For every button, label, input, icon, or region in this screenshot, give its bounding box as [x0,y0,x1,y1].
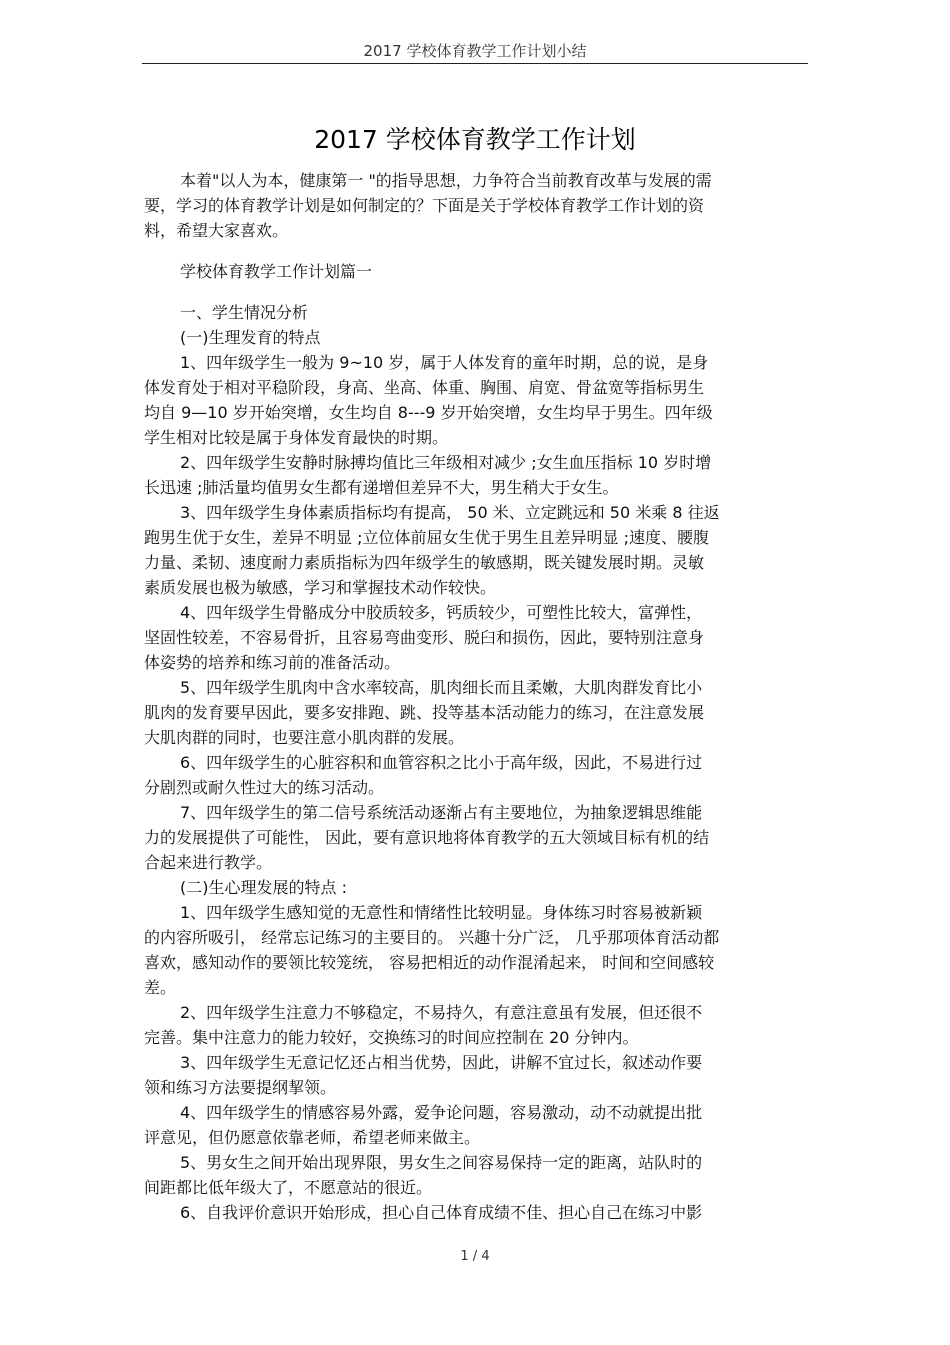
text-line: 均自 9—10 岁开始突增，女生均自 8---9 岁开始突增，女生均早于男生。四年级 [144,403,713,422]
text-line: 体发育处于相对平稳阶段，身高、坐高、体重、胸围、肩宽、骨盆宽等指标男生 [144,378,705,397]
text-line: 2、四年级学生注意力不够稳定，不易持久，有意注意虽有发展，但还很不 [180,1003,703,1022]
text-line: 的内容所吸引， 经常忘记练习的主要目的。 兴趣十分广泛， 几乎那项体育活动都 [144,928,720,947]
text-line: 力量、柔韧、速度耐力素质指标为四年级学生的敏感期，既关键发展时期。灵敏 [144,553,705,572]
text-line: 差。 [144,978,177,997]
text-line: 本着"以人为本，健康第一 "的指导思想，力争符合当前教育改革与发展的需 [180,171,712,190]
running-header: 2017 学校体育教学工作计划小结 [363,42,587,60]
page-number: 1 / 4 [460,1249,490,1264]
text-line: 3、四年级学生无意记忆还占相当优势，因此，讲解不宜过长，叙述动作要 [180,1053,703,1072]
document-title: 2017 学校体育教学工作计划 [314,125,636,154]
text-line: 7、四年级学生的第二信号系统活动逐渐占有主要地位，为抽象逻辑思维能 [180,803,703,822]
text-line: 5、男女生之间开始出现界限，男女生之间容易保持一定的距离，站队时的 [180,1153,703,1172]
text-line: 分剧烈或耐久性过大的练习活动。 [144,778,385,797]
text-line: 力的发展提供了可能性， 因此，要有意识地将体育教学的五大领域目标有机的结 [144,828,710,847]
text-line: (一)生理发育的特点 [180,328,321,347]
text-line: 跑男生优于女生，差异不明显 ;立位体前屈女生优于男生且差异明显 ;速度、腰腹 [144,528,709,547]
text-line: 2、四年级学生安静时脉搏均值比三年级相对减少 ;女生血压指标 10 岁时增 [180,453,712,472]
document-body [144,168,808,1225]
text-line: (二)生心理发展的特点 : [180,878,347,897]
text-line: 4、四年级学生骨骼成分中胶质较多，钙质较少，可塑性比较大，富弹性， [180,603,703,622]
text-line: 领和练习方法要提纲挈领。 [144,1078,337,1097]
text-line: 3、四年级学生身体素质指标均有提高， 50 米、立定跳远和 50 米乘 8 往返 [180,503,720,522]
text-line: 完善。集中注意力的能力较好，交换练习的时间应控制在 20 分钟内。 [144,1028,639,1047]
text-line: 1、四年级学生一般为 9~10 岁，属于人体发育的童年时期，总的说，是身 [180,353,709,372]
text-line: 合起来进行教学。 [144,853,273,872]
paragraph-gap [144,284,808,300]
text-line: 体姿势的培养和练习前的准备活动。 [144,653,401,672]
text-line: 大肌肉群的同时，也要注意小肌肉群的发展。 [144,728,465,747]
text-line: 间距都比低年级大了，不愿意站的很近。 [144,1178,433,1197]
text-line: 4、四年级学生的情感容易外露，爱争论问题，容易激动，动不动就提出批 [180,1103,703,1122]
text-line: 5、四年级学生肌肉中含水率较高，肌肉细长而且柔嫩，大肌肉群发育比小 [180,678,703,697]
text-line: 学校体育教学工作计划篇一 [180,262,373,281]
paragraph-gap [144,243,808,259]
text-line: 喜欢，感知动作的要领比较笼统， 容易把相近的动作混淆起来， 时间和空间感较 [144,953,715,972]
text-line: 要，学习的体育教学计划是如何制定的？下面是关于学校体育教学工作计划的资 [144,196,705,215]
text-line: 评意见，但仍愿意依靠老师，希望老师来做主。 [144,1128,481,1147]
text-line: 1、四年级学生感知觉的无意性和情绪性比较明显。身体练习时容易被新颖 [180,903,703,922]
text-line: 肌肉的发育要早因此，要多安排跑、跳、投等基本活动能力的练习，在注意发展 [144,703,705,722]
text-line: 6、自我评价意识开始形成，担心自己体育成绩不佳、担心自己在练习中影 [180,1203,703,1222]
text-line: 一、学生情况分析 [180,303,309,322]
header-rule [142,63,808,64]
text-line: 6、四年级学生的心脏容积和血管容积之比小于高年级，因此，不易进行过 [180,753,703,772]
text-line: 学生相对比较是属于身体发育最快的时期。 [144,428,449,447]
text-line: 素质发展也极为敏感，学习和掌握技术动作较快。 [144,578,497,597]
text-line: 坚固性较差，不容易骨折，且容易弯曲变形、脱臼和损伤，因此，要特别注意身 [144,628,705,647]
text-line: 料，希望大家喜欢。 [144,221,289,240]
text-line: 长迅速 ;肺活量均值男女生都有递增但差异不大，男生稍大于女生。 [144,478,619,497]
